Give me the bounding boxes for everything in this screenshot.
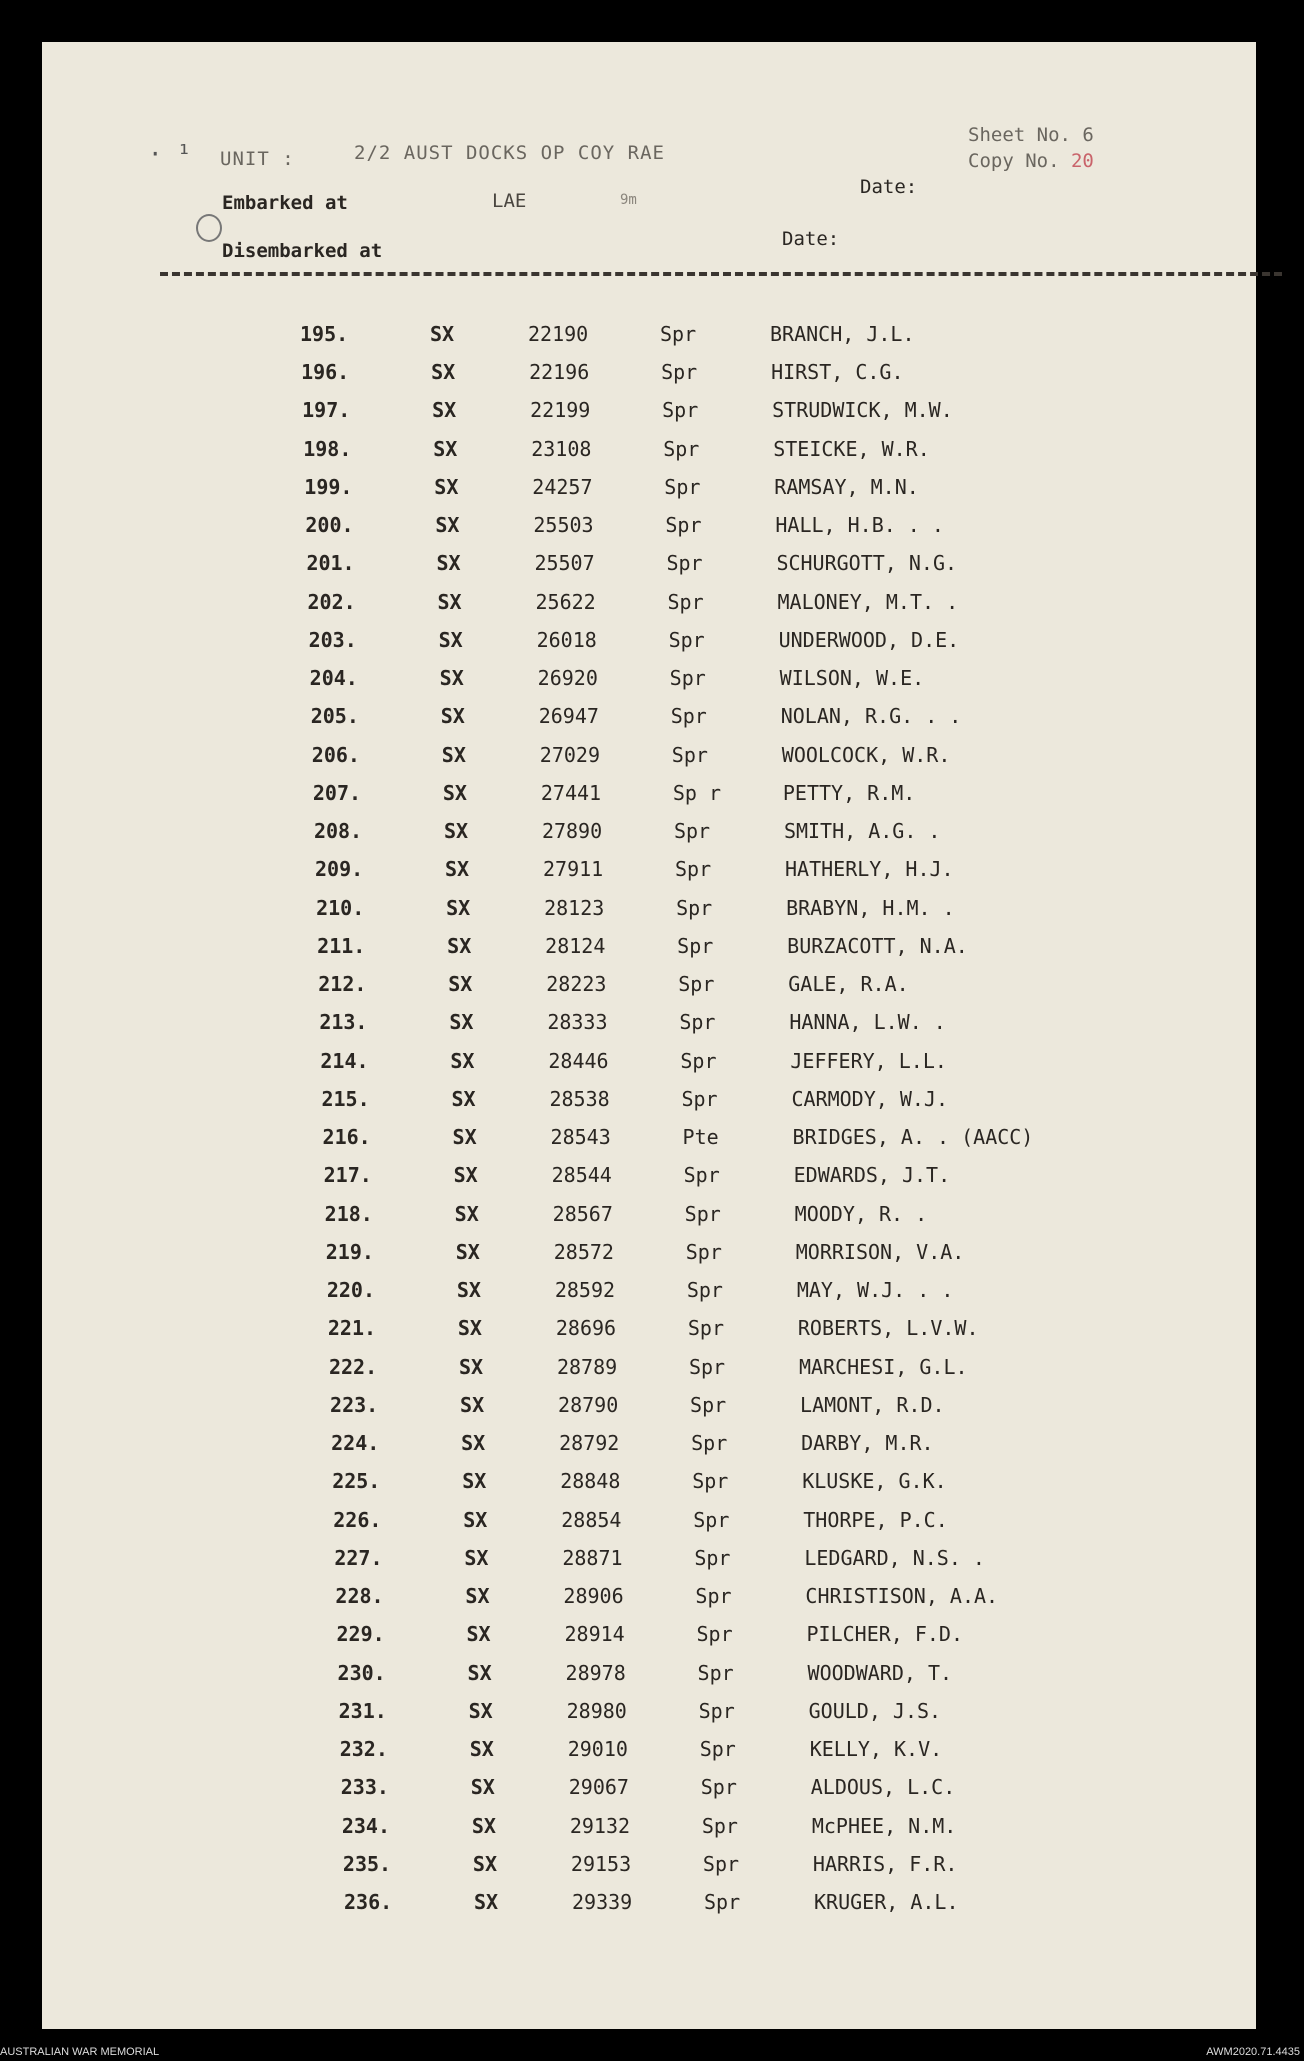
member-name: KLUSKE, G.K. xyxy=(802,1469,947,1494)
service-number: 22199 xyxy=(530,398,591,423)
service-number: 28789 xyxy=(556,1354,618,1379)
rank: Spr xyxy=(683,1163,720,1188)
rank: Spr xyxy=(704,1890,741,1914)
service-prefix: SX xyxy=(460,1392,485,1417)
service-prefix: SX xyxy=(440,704,465,729)
service-number: 23108 xyxy=(531,436,592,461)
entry-number: 231. xyxy=(338,1698,387,1723)
service-number: 24257 xyxy=(532,474,593,499)
service-prefix: SX xyxy=(463,1507,488,1532)
entry-number: 201. xyxy=(306,551,355,576)
copy-number-value: 20 xyxy=(1070,150,1094,172)
footer-source: AUSTRALIAN WAR MEMORIAL xyxy=(0,2046,160,2058)
service-prefix: SX xyxy=(433,436,458,461)
rank: Spr xyxy=(669,666,706,691)
service-number: 28446 xyxy=(548,1048,609,1073)
service-number: 28906 xyxy=(563,1584,624,1609)
member-name: MAY, W.J. . . xyxy=(796,1278,954,1303)
service-number: 29339 xyxy=(572,1890,633,1914)
member-name: HALL, H.B. . . xyxy=(775,513,944,538)
rank: Spr xyxy=(691,1431,728,1456)
entry-number: 232. xyxy=(339,1737,388,1762)
entry-number: 202. xyxy=(307,589,356,614)
service-number: 28980 xyxy=(566,1698,627,1723)
entry-number: 215. xyxy=(321,1086,370,1111)
service-prefix: SX xyxy=(434,474,459,499)
service-prefix: SX xyxy=(447,933,472,958)
service-prefix: SX xyxy=(471,1813,496,1838)
service-prefix: SX xyxy=(430,322,455,346)
document-page xyxy=(42,42,1256,2029)
entry-number: 205. xyxy=(310,704,359,729)
service-prefix: SX xyxy=(464,1545,489,1570)
rank: Spr xyxy=(685,1239,722,1264)
service-number: 25503 xyxy=(533,513,594,538)
service-number: 28572 xyxy=(553,1239,614,1264)
rank: Spr xyxy=(679,1010,716,1035)
member-name: WOODWARD, T. xyxy=(807,1660,953,1685)
service-prefix: SX xyxy=(453,1163,478,1188)
service-number: 28124 xyxy=(545,933,606,958)
member-name: HARRIS, F.R. xyxy=(812,1851,958,1876)
entry-number: 211. xyxy=(317,933,366,958)
service-number: 29067 xyxy=(568,1775,629,1800)
member-name: LEDGARD, N.S. . xyxy=(804,1545,985,1570)
rank: Spr xyxy=(693,1507,730,1532)
entry-number: 203. xyxy=(308,627,357,652)
service-number: 25507 xyxy=(534,551,595,576)
member-name: MORRISON, V.A. xyxy=(795,1239,965,1264)
service-prefix: SX xyxy=(443,819,469,844)
service-prefix: SX xyxy=(431,360,456,385)
copy-number xyxy=(968,150,1094,172)
entry-number: 195. xyxy=(300,322,349,346)
service-number: 28848 xyxy=(560,1469,621,1494)
service-number: 22190 xyxy=(528,322,589,346)
rank: Spr xyxy=(675,857,712,882)
member-name: McPHEE, N.M. xyxy=(811,1813,957,1838)
service-prefix: SX xyxy=(449,1010,474,1035)
rank: Spr xyxy=(702,1851,740,1876)
embarked-value: LAE xyxy=(492,190,527,212)
rank: Spr xyxy=(677,933,714,958)
entry-number: 228. xyxy=(335,1584,384,1609)
entry-number: 224. xyxy=(331,1431,380,1456)
service-number: 28871 xyxy=(562,1545,623,1570)
rank: Spr xyxy=(692,1469,729,1494)
service-number: 28223 xyxy=(546,972,607,997)
member-name: HATHERLY, H.J. xyxy=(785,857,954,882)
member-name: ALDOUS, L.C. xyxy=(810,1775,956,1800)
service-number: 27441 xyxy=(540,780,602,805)
disembarked-date-label: Date: xyxy=(782,228,840,250)
service-prefix: SX xyxy=(468,1698,493,1723)
service-prefix: SX xyxy=(435,513,460,538)
entry-number: 235. xyxy=(342,1851,392,1876)
rank: Spr xyxy=(662,398,699,423)
rank: Spr xyxy=(694,1545,731,1570)
rank: Spr xyxy=(676,895,713,920)
service-number: 28333 xyxy=(547,1010,608,1035)
sheet-number: Sheet No. 6 xyxy=(968,124,1094,146)
service-number: 27029 xyxy=(539,742,601,767)
entry-number: 217. xyxy=(323,1163,372,1188)
entry-number: 214. xyxy=(320,1048,369,1073)
rank: Spr xyxy=(700,1775,737,1800)
rank: Spr xyxy=(699,1737,736,1762)
rank: Spr xyxy=(697,1660,734,1685)
service-prefix: SX xyxy=(452,1125,477,1150)
member-name: WILSON, W.E. xyxy=(779,666,925,691)
member-name: LAMONT, R.D. xyxy=(800,1392,945,1417)
member-name: KELLY, K.V. xyxy=(809,1737,943,1762)
pencil-mark: · ¹ xyxy=(148,140,192,168)
dashed-divider xyxy=(160,272,1282,276)
member-name: PILCHER, F.D. xyxy=(806,1622,964,1647)
service-prefix: SX xyxy=(467,1660,492,1685)
entry-number: 209. xyxy=(315,857,364,882)
service-prefix: SX xyxy=(466,1622,491,1647)
service-number: 28792 xyxy=(559,1431,620,1456)
entry-number: 227. xyxy=(334,1545,383,1570)
service-prefix: SX xyxy=(454,1201,479,1226)
service-prefix: SX xyxy=(470,1775,495,1800)
service-number: 27911 xyxy=(543,857,604,882)
service-number: 28538 xyxy=(549,1086,610,1111)
service-prefix: SX xyxy=(448,972,473,997)
entry-number: 212. xyxy=(318,972,367,997)
embarked-label: Embarked at xyxy=(222,192,348,214)
service-number: 28543 xyxy=(550,1125,611,1150)
entry-number: 230. xyxy=(337,1660,386,1685)
service-prefix: SX xyxy=(462,1469,487,1494)
member-name: DARBY, M.R. xyxy=(801,1431,934,1456)
service-prefix: SX xyxy=(450,1048,475,1073)
entry-number: 213. xyxy=(319,1010,368,1035)
service-number: 26018 xyxy=(536,627,597,652)
service-prefix: SX xyxy=(436,551,461,576)
rank: Pte xyxy=(682,1125,719,1150)
entry-number: 197. xyxy=(302,398,351,423)
rank: Spr xyxy=(665,513,702,538)
service-number: 29010 xyxy=(567,1737,628,1762)
member-name: HANNA, L.W. . xyxy=(789,1010,946,1035)
member-name: CARMODY, W.J. xyxy=(791,1086,948,1111)
service-prefix: SX xyxy=(451,1086,476,1111)
entry-number: 226. xyxy=(333,1507,382,1532)
rank: Spr xyxy=(696,1622,733,1647)
unit-value: 2/2 AUST DOCKS OP COY RAE xyxy=(354,142,665,164)
rank: Spr xyxy=(681,1086,718,1111)
rank: Spr xyxy=(660,322,697,346)
punch-hole-mark xyxy=(196,214,222,242)
service-number: 29132 xyxy=(569,1813,631,1838)
member-name: BURZACOTT, N.A. xyxy=(787,933,968,958)
member-name: MOODY, R. . xyxy=(794,1201,928,1226)
entry-number: 206. xyxy=(311,742,360,767)
rank: Spr xyxy=(688,1354,726,1379)
service-prefix: SX xyxy=(465,1584,490,1609)
entry-number: 204. xyxy=(309,666,358,691)
service-number: 26947 xyxy=(538,704,599,729)
service-prefix: SX xyxy=(432,398,457,423)
entry-number: 200. xyxy=(305,513,354,538)
entry-number: 236. xyxy=(344,1890,393,1914)
service-prefix: SX xyxy=(458,1354,484,1379)
disembarked-label: Disembarked at xyxy=(222,240,383,262)
entry-number: 207. xyxy=(312,780,362,805)
entry-number: 218. xyxy=(324,1201,373,1226)
service-number: 28567 xyxy=(552,1201,613,1226)
rank: Spr xyxy=(666,551,703,576)
entry-number: 219. xyxy=(325,1239,374,1264)
rank: Spr xyxy=(661,360,698,385)
entry-number: 229. xyxy=(336,1622,385,1647)
entry-number: 199. xyxy=(304,474,353,499)
rank: Spr xyxy=(695,1584,732,1609)
rank: Spr xyxy=(684,1201,721,1226)
unit-label: UNIT : xyxy=(220,148,295,170)
copy-label: Copy No. xyxy=(968,150,1060,172)
service-number: 28854 xyxy=(561,1507,622,1532)
service-number: 29153 xyxy=(570,1851,632,1876)
member-name: NOLAN, R.G. . . xyxy=(780,704,962,729)
member-name: KRUGER, A.L. xyxy=(814,1890,959,1914)
service-prefix: SX xyxy=(474,1890,499,1914)
entry-number: 234. xyxy=(341,1813,391,1838)
service-prefix: SX xyxy=(442,780,467,805)
service-number: 28592 xyxy=(554,1278,616,1303)
rank: Spr xyxy=(678,972,715,997)
rank: Spr xyxy=(701,1813,738,1838)
service-prefix: SX xyxy=(457,1316,482,1341)
member-name: UNDERWOOD, D.E. xyxy=(778,627,960,652)
service-number: 22196 xyxy=(529,360,590,385)
entry-number: 233. xyxy=(340,1775,389,1800)
service-number: 28544 xyxy=(551,1163,612,1188)
service-number: 27890 xyxy=(541,819,603,844)
service-prefix: SX xyxy=(446,895,471,920)
service-prefix: SX xyxy=(438,627,463,652)
service-number: 28978 xyxy=(565,1660,626,1685)
member-name: BRIDGES, A. . (AACC) xyxy=(792,1125,1034,1150)
rank: Spr xyxy=(671,742,708,767)
service-prefix: SX xyxy=(456,1278,481,1303)
member-name: EDWARDS, J.T. xyxy=(793,1163,951,1188)
rank: Spr xyxy=(664,474,701,499)
member-name: PETTY, R.M. xyxy=(782,780,916,805)
member-name: MALONEY, M.T. . xyxy=(777,589,959,614)
entry-number: 225. xyxy=(332,1469,381,1494)
member-name: HIRST, C.G. xyxy=(771,360,904,385)
member-name: JEFFERY, L.L. xyxy=(790,1048,947,1073)
entry-number: 198. xyxy=(303,436,352,461)
service-prefix: SX xyxy=(437,589,462,614)
rank: Spr xyxy=(698,1698,735,1723)
rank: Spr xyxy=(663,436,700,461)
rank: Spr xyxy=(680,1048,717,1073)
service-number: 26920 xyxy=(537,666,598,691)
member-name: GALE, R.A. xyxy=(788,972,909,997)
member-name: CHRISTISON, A.A. xyxy=(805,1584,999,1609)
rank: Sp r xyxy=(672,780,722,805)
entry-number: 208. xyxy=(313,819,363,844)
member-name: SCHURGOTT, N.G. xyxy=(776,551,958,576)
member-name: WOOLCOCK, W.R. xyxy=(781,742,951,767)
service-prefix: SX xyxy=(455,1239,480,1264)
service-prefix: SX xyxy=(441,742,466,767)
entry-number: 196. xyxy=(301,360,350,385)
member-name: THORPE, P.C. xyxy=(803,1507,948,1532)
member-name: STEICKE, W.R. xyxy=(773,436,930,461)
service-prefix: SX xyxy=(439,666,464,691)
embarked-date-label: Date: xyxy=(860,176,918,198)
entry-number: 216. xyxy=(322,1125,371,1150)
service-number: 28123 xyxy=(544,895,605,920)
member-name: STRUDWICK, M.W. xyxy=(772,398,953,423)
member-name: ROBERTS, L.V.W. xyxy=(797,1316,979,1341)
entry-number: 210. xyxy=(316,895,365,920)
rank: Spr xyxy=(668,627,705,652)
rank: Spr xyxy=(690,1392,727,1417)
service-prefix: SX xyxy=(445,857,470,882)
service-prefix: SX xyxy=(472,1851,498,1876)
member-name: MARCHESI, G.L. xyxy=(798,1354,968,1379)
member-name: SMITH, A.G. . xyxy=(783,819,941,844)
service-prefix: SX xyxy=(469,1737,494,1762)
entry-number: 220. xyxy=(326,1278,375,1303)
rank: Spr xyxy=(686,1278,723,1303)
service-number: 25622 xyxy=(535,589,596,614)
member-name: BRABYN, H.M. . xyxy=(786,895,955,920)
member-name: RAMSAY, M.N. xyxy=(774,474,919,499)
footer-accession: AWM2020.71.4435 xyxy=(1206,2046,1300,2058)
entry-number: 223. xyxy=(330,1392,379,1417)
member-name: BRANCH, J.L. xyxy=(770,322,915,346)
member-name: GOULD, J.S. xyxy=(808,1698,942,1723)
rank: Spr xyxy=(687,1316,725,1341)
service-number: 28790 xyxy=(558,1392,619,1417)
entry-number: 222. xyxy=(328,1354,378,1379)
rank: Spr xyxy=(667,589,704,614)
rank: Spr xyxy=(673,819,711,844)
entry-number: 221. xyxy=(327,1316,377,1341)
service-number: 28696 xyxy=(555,1316,617,1341)
rank: Spr xyxy=(670,704,707,729)
service-prefix: SX xyxy=(461,1431,486,1456)
service-number: 28914 xyxy=(564,1622,625,1647)
embarked-extra: 9m xyxy=(620,192,637,208)
